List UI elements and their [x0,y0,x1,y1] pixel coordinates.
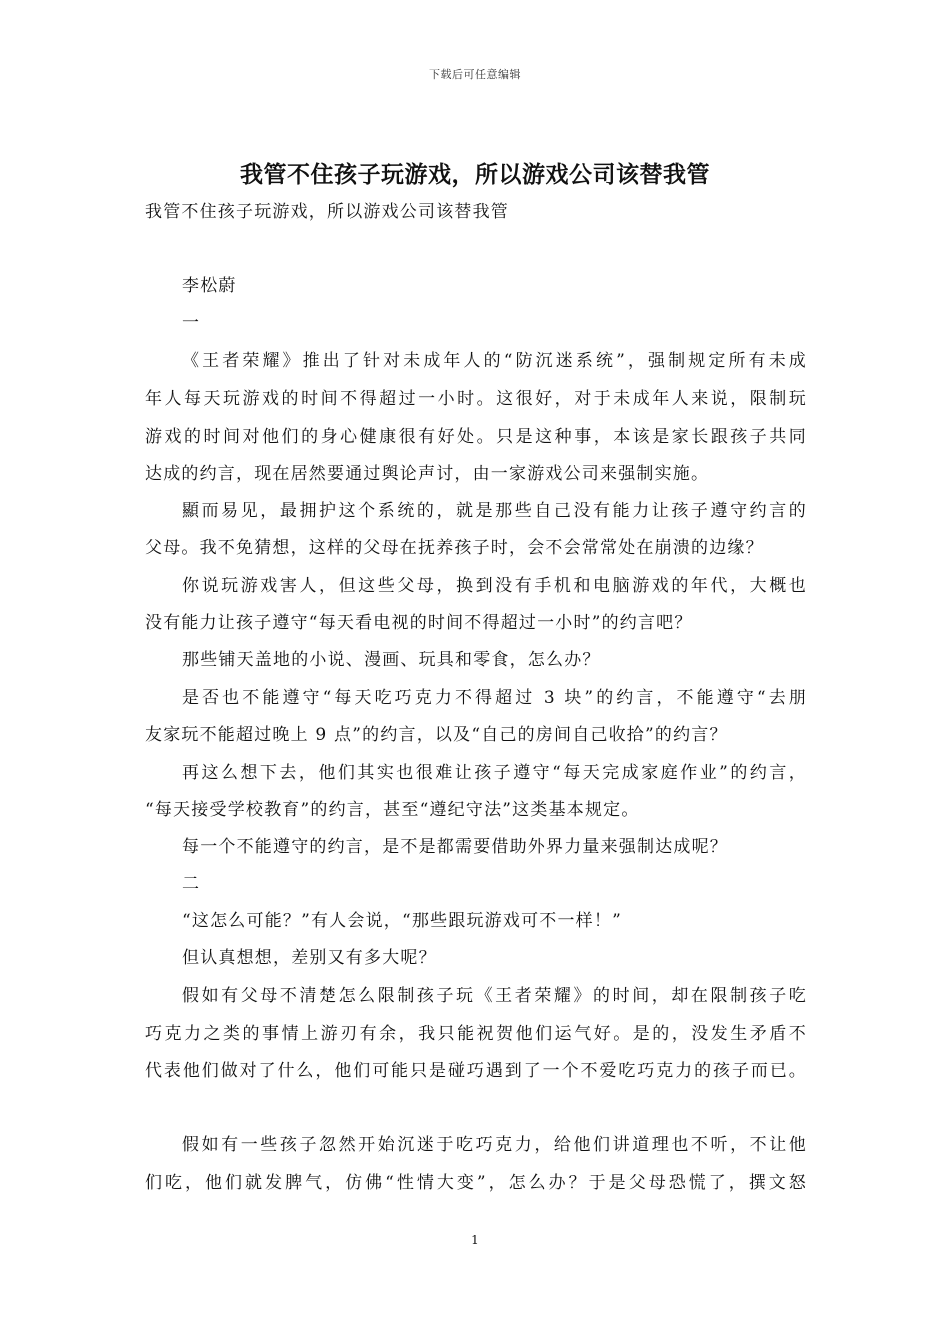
paragraph-line: 父母。我不免猜想，这样的父母在抚养孩子时，会不会常常处在崩溃的边缘？ [145,538,764,558]
paragraph-line: 《王者荣耀》推出了针对未成年人的“防沉迷系统”，强制规定所有未成 [182,351,807,371]
paragraph-line: 没有能力让孩子遵守“每天看电视的时间不得超过一小时”的约言吧？ [145,613,693,633]
paragraph-line: 再这么想下去，他们其实也很难让孩子遵守“每天完成家庭作业”的约言， [182,763,807,783]
paragraph-line: 每一个不能遵守的约言，是不是都需要借助外界力量来强制达成呢？ [182,837,728,857]
paragraph-line: 代表他们做对了什么，他们可能只是碰巧遇到了一个不爱吃巧克力的孩子而已。 [145,1061,807,1081]
paragraph-line: 友家玩不能超过晚上 9 点”的约言，以及“自己的房间自己收拾”的约言？ [145,725,728,745]
author-name: 李松蔚 [182,276,237,296]
article-subtitle: 我管不住孩子玩游戏，所以游戏公司该替我管 [145,202,509,222]
page-number: 1 [471,1233,479,1247]
page-header: 下载后可任意编辑 [429,68,521,81]
article-title: 我管不住孩子玩游戏，所以游戏公司该替我管 [240,161,710,188]
paragraph-line: 游戏的时间对他们的身心健康很有好处。只是这种事，本该是家长跟孩子共同 [145,427,807,447]
paragraph-line: 但认真想想，差别又有多大呢？ [182,948,437,968]
paragraph-line: 巧克力之类的事情上游刃有余，我只能祝贺他们运气好。是的，没发生矛盾不 [145,1024,807,1044]
paragraph-line: “每天接受学校教育”的约言，甚至“遵纪守法”这类基本规定。 [145,800,640,820]
paragraph-line: 假如有父母不清楚怎么限制孩子玩《王者荣耀》的时间，却在限制孩子吃 [182,986,807,1006]
section-heading-two: 二 [182,874,201,894]
paragraph-line: 那些铺天盖地的小说、漫画、玩具和零食，怎么办？ [182,650,601,670]
paragraph-line: 顯而易见，最拥护这个系统的，就是那些自己没有能力让孩子遵守约言的 [182,501,807,521]
paragraph-line: 们吃，他们就发脾气，仿佛“性情大变”，怎么办？于是父母恐慌了，撰文怒 [145,1173,807,1193]
paragraph-line: “这怎么可能？”有人会说，“那些跟玩游戏可不一样！” [182,911,622,931]
paragraph-line: 达成的约言，现在居然要通过舆论声讨，由一家游戏公司来强制实施。 [145,464,710,484]
section-heading-one: 一 [182,313,201,333]
paragraph-line: 年人每天玩游戏的时间不得超过一小时。这很好，对于未成年人来说，限制玩 [145,389,807,409]
paragraph-line: 你说玩游戏害人，但这些父母，换到没有手机和电脑游戏的年代，大概也 [182,576,807,596]
paragraph-line: 是否也不能遵守“每天吃巧克力不得超过 3 块”的约言，不能遵守“去朋 [182,688,807,708]
paragraph-line: 假如有一些孩子忽然开始沉迷于吃巧克力，给他们讲道理也不听，不让他 [182,1135,807,1155]
